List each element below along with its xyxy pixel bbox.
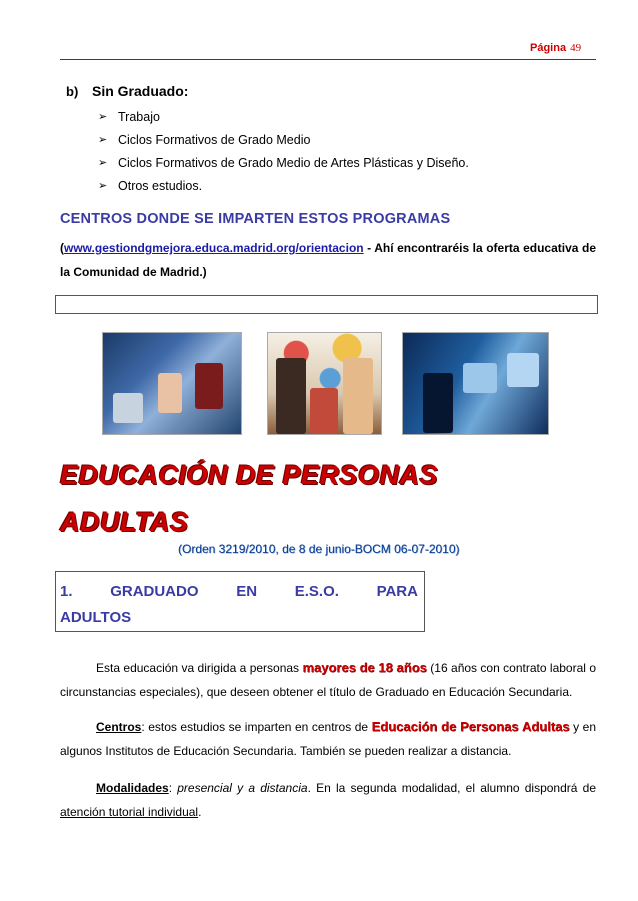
arrow-bullet-icon: ➢ — [98, 157, 108, 169]
section-b-label: b) — [66, 84, 79, 99]
paragraph-centros: Centros: estos estudios se imparten en centros de Educación de Personas Adultas y en algunos Institutos de Educación Secundaria. También se pueden realizar a distancia. — [60, 719, 597, 758]
header-rule — [60, 59, 596, 60]
paragraph-modalidades: Modalidades: presencial y a distancia. En la segunda modalidad, el alumno dispondrá de atención tutorial individual. — [60, 781, 597, 819]
orientacion-link[interactable]: www.gestiondgmejora.educa.madrid.org/orientacion — [64, 241, 364, 255]
adult-education-title: EDUCACIÓN DE PERSONAS ADULTAS — [60, 460, 439, 537]
page-header — [530, 42, 581, 54]
section-b-title: Sin Graduado: — [92, 83, 189, 99]
classroom-photo — [102, 332, 242, 435]
students-photo — [267, 332, 382, 435]
centros-heading: CENTROS DONDE SE IMPARTEN ESTOS PROGRAMAS — [60, 211, 451, 227]
computer-room-photo — [402, 332, 549, 435]
arrow-bullet-icon: ➢ — [98, 134, 108, 146]
list-item: ➢ Otros estudios. — [98, 179, 203, 193]
paragraph-target-audience: Esta educación va dirigida a personas mayores de 18 años (16 años con contrato laboral o circunstancias especiales), que deseen obtener el título de Graduado en Educación Secundaria. — [60, 660, 596, 699]
list-item: ➢ Trabajo — [98, 110, 160, 124]
arrow-bullet-icon: ➢ — [98, 111, 108, 123]
section-b-list — [98, 108, 469, 200]
section-1-heading-line2: ADULTOS — [60, 609, 132, 626]
list-item: ➢ Ciclos Formativos de Grado Medio — [98, 133, 311, 147]
centros-link-paragraph: (www.gestiondgmejora.educa.madrid.org/orientacion - Ahí encontraréis la oferta educativa de la Comunidad de Madrid.) — [60, 241, 596, 279]
list-item: ➢ Ciclos Formativos de Grado Medio de Artes Plásticas y Diseño. — [98, 156, 469, 170]
arrow-bullet-icon: ➢ — [98, 180, 108, 192]
orden-reference: (Orden 3219/2010, de 8 de junio-BOCM 06-07-2010) — [178, 542, 460, 556]
page-number: 49 — [570, 42, 582, 54]
empty-frame — [55, 295, 598, 314]
section-1-heading-line1: 1. GRADUADO EN E.S.O. PARA — [60, 583, 418, 600]
page-label: Página — [530, 42, 567, 54]
